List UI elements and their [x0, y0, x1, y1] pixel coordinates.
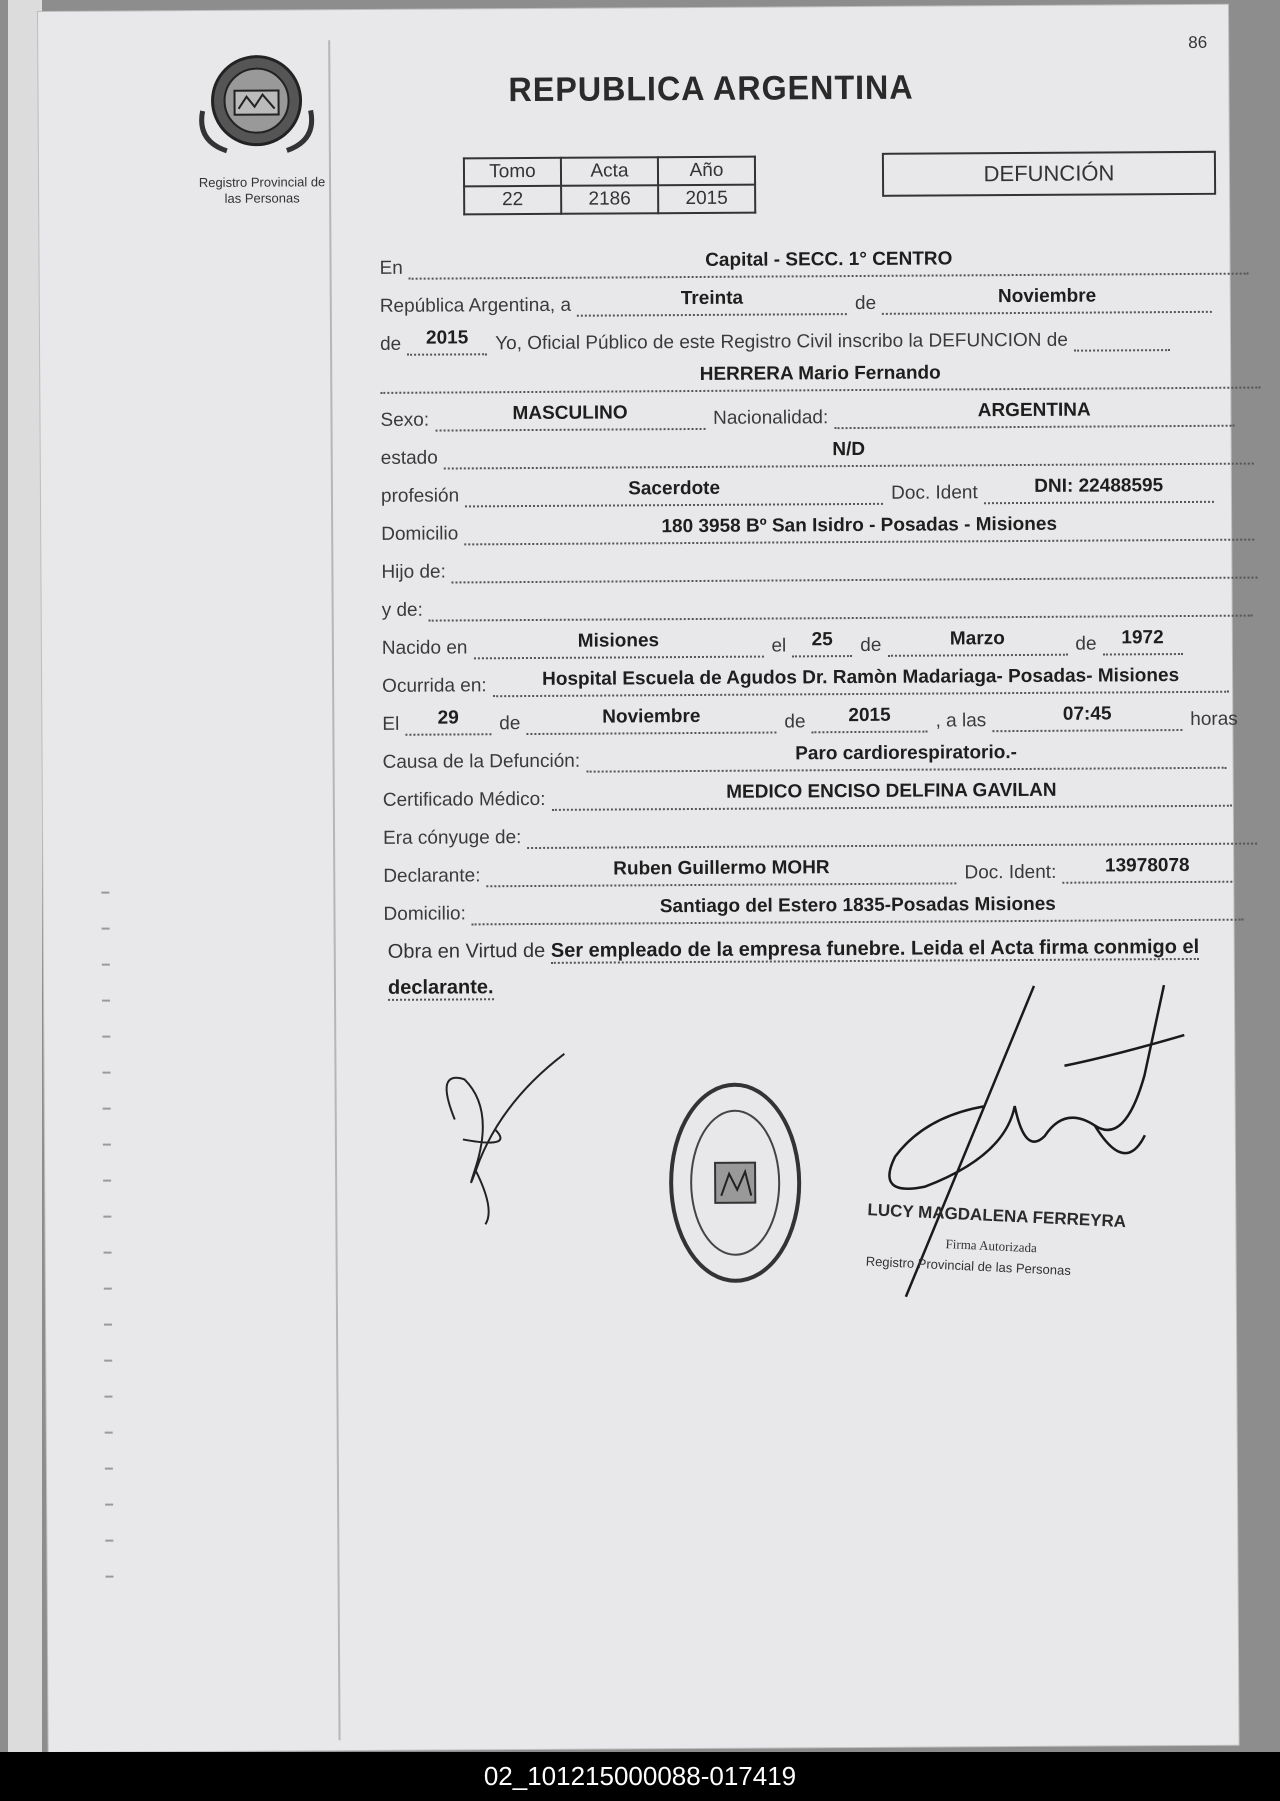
row-cause: Causa de la Defunción: Paro cardiorespiratorio.- — [382, 739, 1234, 774]
death-month-field: Noviembre — [526, 708, 776, 736]
civil-status-field: N/D — [444, 439, 1254, 470]
row-civil-status: estado N/D — [381, 435, 1262, 470]
sex-field: MASCULINO — [435, 404, 705, 432]
cause-of-death-field: Paro cardiorespiratorio.- — [586, 743, 1226, 773]
birthplace-field: Misiones — [473, 632, 763, 660]
official-stamp — [665, 1077, 806, 1288]
record-type-box: DEFUNCIÓN — [882, 151, 1216, 197]
year-field: 2015 — [407, 329, 487, 355]
declarant-address-field: Santiago del Estero 1835-Posadas Misiones — [472, 895, 1244, 926]
row-place — [379, 245, 1256, 280]
parent2-field — [429, 591, 1253, 622]
acta-value: 2186 — [561, 185, 658, 214]
row-sex: Sexo: MASCULINO Nacionalidad: ARGENTINA — [380, 397, 1242, 432]
address-field: 180 3958 Bº San Isidro - Posadas - Misiones — [464, 515, 1254, 546]
profession-field: Sacerdote — [465, 479, 883, 508]
row-declarant: Declarante: Ruben Guillermo MOHR Doc. Ident: 13978078 — [383, 853, 1240, 888]
row-year: de 2015 Yo, Oficial Público de este Registro Civil inscribo la DEFUNCION de — [380, 321, 1178, 356]
declarant-signature — [434, 1049, 585, 1230]
row-spouse: Era cónyuge de: — [383, 815, 1266, 850]
page-number: 86 — [1188, 32, 1208, 52]
death-time-field: 07:45 — [992, 705, 1182, 732]
declarant-id-field: 13978078 — [1062, 857, 1232, 884]
row-place-of-death: Ocurrida en: Hospital Escuela de Agudos Dr. Ramòn Madariaga- Posadas- Misiones — [382, 663, 1237, 698]
document-page — [38, 5, 1239, 1752]
signer-organization: Registro Provincial de las Personas — [865, 1253, 1072, 1279]
birth-month-field: Marzo — [887, 630, 1067, 657]
obra-label: Obra en Virtud de — [387, 939, 546, 963]
birth-year-field: 1972 — [1102, 629, 1182, 655]
declarant-field: Ruben Guillermo MOHR — [486, 858, 956, 887]
row-declarant-address: Domicilio: Santiago del Estero 1835-Posadas Misiones — [383, 891, 1252, 926]
signer-role: Firma Autorizada — [945, 1236, 1038, 1256]
row-address: Domicilio 180 3958 Bº San Isidro - Posadas - Misiones — [381, 511, 1262, 546]
id-document-field: DNI: 22488595 — [984, 477, 1214, 504]
row-certificate: Certificado Médico: MEDICO ENCISO DELFINA GAVILAN — [383, 777, 1240, 812]
day-field: Treinta — [577, 289, 847, 317]
reference-table — [463, 156, 756, 216]
page-title: REPUBLICA ARGENTINA — [508, 68, 914, 110]
deceased-name-field: HERRERA Mario Fernando — [380, 363, 1260, 394]
birth-day-field: 25 — [792, 631, 852, 657]
death-record-form — [379, 244, 1269, 999]
row-profession: profesión Sacerdote Doc. Ident DNI: 22488595 — [381, 473, 1222, 508]
margin-ticks — [101, 892, 120, 1732]
row-birth: Nacido en Misiones el 25 de Marzo de 1972 — [382, 625, 1191, 660]
document-id-footer: 02_101215000088-017419 — [0, 1752, 1280, 1801]
basis-value: Ser empleado de la empresa funebre. Leida el Acta firma conmigo el declarante. — [387, 935, 1200, 999]
anio-header: Año — [658, 157, 755, 186]
row-date: República Argentina, a Treinta de Noviembre — [380, 283, 1220, 318]
tomo-value: 22 — [464, 186, 561, 215]
logo-caption: Registro Provincial de las Personas — [198, 174, 326, 206]
place-of-death-field: Hospital Escuela de Agudos Dr. Ramòn Madariaga- Posadas- Misiones — [493, 667, 1229, 697]
medical-certificate-field: MEDICO ENCISO DELFINA GAVILAN — [551, 781, 1231, 811]
row-father: Hijo de: — [381, 549, 1266, 584]
row-death-date: El 29 de Noviembre de 2015 , a las 07:45 horas — [382, 703, 1238, 735]
death-year-field: 2015 — [811, 707, 927, 734]
acta-header: Acta — [561, 157, 658, 186]
row-mother: y de: — [382, 587, 1261, 622]
place-field: Capital - SECC. 1° CENTRO — [409, 249, 1249, 280]
tomo-header: Tomo — [464, 158, 561, 187]
death-day-field: 29 — [405, 709, 491, 736]
signer-name: LUCY MAGDALENA FERREYRA — [867, 1200, 1127, 1232]
provincial-seal-logo — [186, 50, 327, 161]
page-edge — [8, 0, 42, 1752]
anio-value: 2015 — [658, 185, 755, 214]
margin-line — [328, 40, 340, 1740]
en-label: En — [379, 257, 403, 279]
spouse-field — [527, 819, 1257, 849]
month-field: Noviembre — [882, 287, 1212, 315]
row-name — [380, 358, 1268, 393]
nationality-field: ARGENTINA — [834, 401, 1234, 429]
parent1-field — [452, 553, 1258, 584]
